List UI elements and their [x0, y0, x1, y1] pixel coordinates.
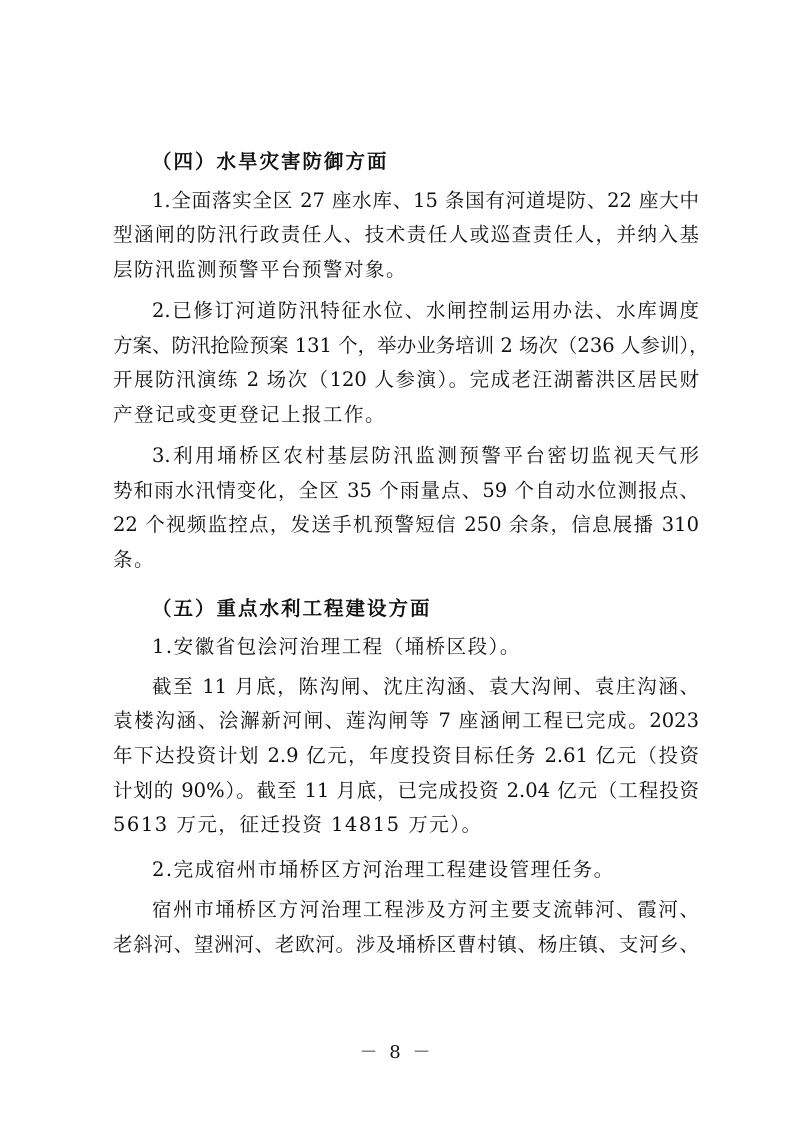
section5-item2-line1: 宿州市埇桥区方河治理工程涉及方河主要支流韩河、霞河、	[152, 898, 699, 921]
section4-item2-line1: 2.已修订河道防汛特征水位、水闸控制运用办法、水库调度	[152, 299, 699, 322]
page-number: － 8 －	[359, 1042, 434, 1063]
section5-item1-line1: 截至 11 月底，陈沟闸、沈庄沟涵、袁大沟闸、袁庄沟涵、	[152, 675, 699, 698]
section5-item2-line2: 老斜河、望洲河、老欧河。涉及埇桥区曹村镇、杨庄镇、支河乡、	[113, 933, 699, 956]
section4-item3-line1: 3.利用埇桥区农村基层防汛监测预警平台密切监视天气形	[152, 444, 699, 467]
section4-item3-line3: 22 个视频监控点，发送手机预警短信 250 余条，信息展播 310	[113, 513, 699, 536]
section4-item1-line1: 1.全面落实全区 27 座水库、15 条国有河道堤防、22 座大中	[152, 189, 699, 212]
section4-item3-line2: 势和雨水汛情变化，全区 35 个雨量点、59 个自动水位测报点、	[113, 479, 699, 502]
section5-item2-title: 2.完成宿州市埇桥区方河治理工程建设管理任务。	[152, 858, 615, 881]
section-heading-five: （五）重点水利工程建设方面	[152, 597, 432, 620]
section4-item1-line3: 层防汛监测预警平台预警对象。	[113, 258, 408, 281]
section-heading-four: （四）水旱灾害防御方面	[152, 150, 389, 173]
section5-item1-line2: 袁楼沟涵、浍澥新河闸、莲沟闸等 7 座涵闸工程已完成。2023	[113, 709, 699, 732]
section4-item3-line4: 条。	[113, 548, 156, 571]
section4-item2-line2: 方案、防汛抢险预案 131 个，举办业务培训 2 场次（236 人参训），	[113, 334, 709, 357]
section4-item1-line2: 型涵闸的防汛行政责任人、技术责任人或巡查责任人，并纳入基	[113, 223, 699, 246]
section4-item2-line4: 产登记或变更登记上报工作。	[113, 403, 387, 426]
section5-item1-line5: 5613 万元，征迁投资 14815 万元）。	[113, 813, 483, 836]
section5-item1-title: 1.安徽省包浍河治理工程（埇桥区段）。	[152, 635, 521, 658]
section5-item1-line4: 计划的 90%）。截至 11 月底，已完成投资 2.04 亿元（工程投资	[113, 779, 699, 802]
section5-item1-line3: 年下达投资计划 2.9 亿元，年度投资目标任务 2.61 亿元（投资	[113, 744, 699, 767]
section4-item2-line3: 开展防汛演练 2 场次（120 人参演）。完成老汪湖蓄洪区居民财	[113, 368, 699, 391]
